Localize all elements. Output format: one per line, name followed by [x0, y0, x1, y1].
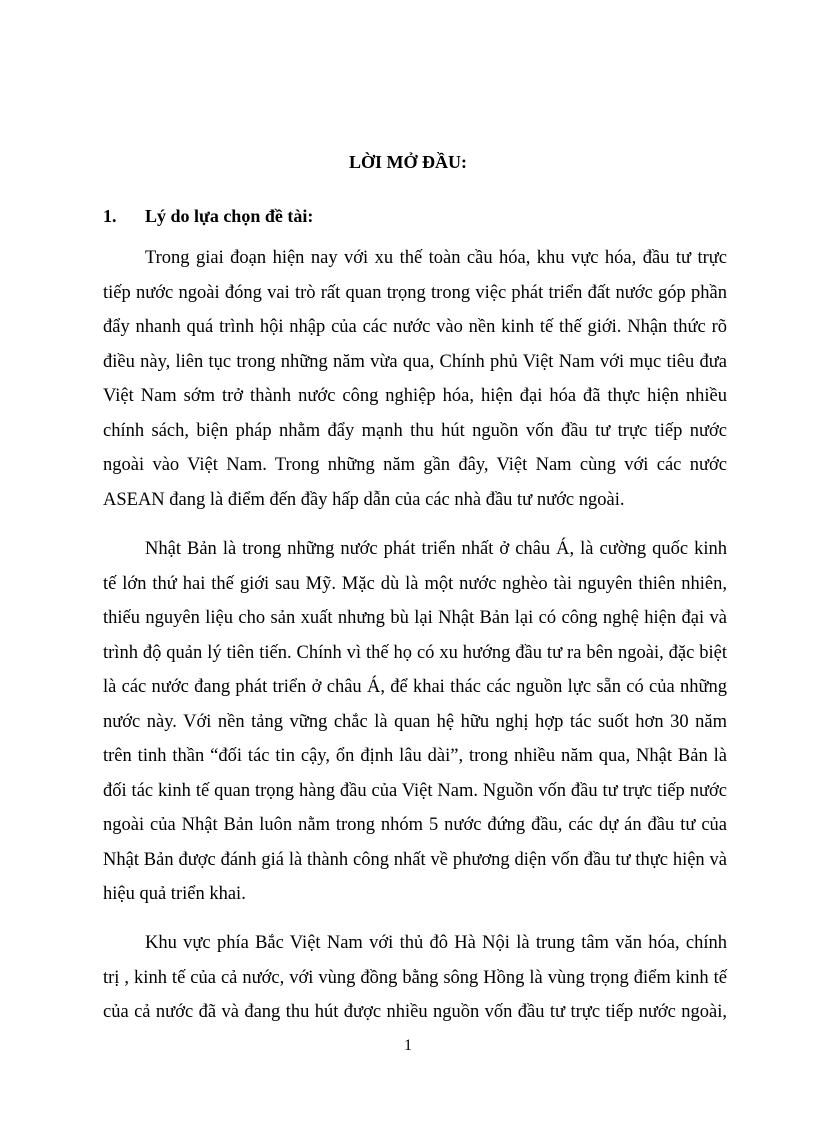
paragraph-line: Trong giai đoạn hiện nay với xu thế toàn cầu hóa, khu vực hóa, đầu tư trực: [145, 248, 727, 268]
paragraph-line: tế lớn thứ hai thế giới sau Mỹ. Mặc dù là một nước nghèo tài nguyên thiên nhiên,: [103, 573, 727, 594]
paragraph-line: Nhật Bản được đánh giá là thành công nhất về phương diện vốn đầu tư thực hiện và: [103, 849, 727, 870]
paragraph-line: nước này. Với nền tảng vững chắc là quan hệ hữu nghị hợp tác suốt hơn 30 năm: [103, 711, 727, 732]
paragraph-line: trị , kinh tế của cả nước, với vùng đồng bằng sông Hồng là vùng trọng điểm kinh tế: [103, 967, 727, 988]
section-number: 1.: [103, 206, 117, 226]
document-title: LỜI MỞ ĐẦU:: [349, 152, 467, 172]
paragraph-line: ngoài vào Việt Nam. Trong những năm gần đây, Việt Nam cùng với các nước: [103, 455, 727, 475]
paragraph-line: của cả nước đã và đang thu hút được nhiều nguồn vốn đầu tư trực tiếp nước ngoài,: [103, 1002, 727, 1022]
paragraph-3: [103, 926, 727, 1030]
paragraph-line: Khu vực phía Bắc Việt Nam với thủ đô Hà Nội là trung tâm văn hóa, chính: [145, 933, 727, 953]
paragraph-line: ngoài của Nhật Bản luôn nằm trong nhóm 5 nước đứng đầu, các dự án đầu tư của: [103, 815, 727, 835]
section-heading: [103, 204, 313, 228]
paragraph-line: trên tinh thần “đối tác tin cậy, ổn định lâu dài”, trong nhiều năm qua, Nhật Bản là: [103, 746, 727, 766]
page-number: 1: [404, 1037, 412, 1054]
paragraph-line: Nhật Bản là trong những nước phát triển nhất ở châu Á, là cường quốc kinh: [145, 539, 727, 559]
paragraph-line: trình độ quản lý tiên tiến. Chính vì thế họ có xu hướng đầu tư ra bên ngoài, đặc biệt: [103, 642, 727, 663]
paragraph-line: tiếp nước ngoài đóng vai trò rất quan trọng trong việc phát triển đất nước góp phần: [103, 282, 727, 303]
paragraph-line: đẩy nhanh quá trình hội nhập của các nước vào nền kinh tế thế giới. Nhận thức rõ: [103, 317, 727, 337]
paragraph-line: chính sách, biện pháp nhằm đẩy mạnh thu hút nguồn vốn đầu tư trực tiếp nước: [103, 420, 727, 441]
paragraph-line: điều này, liên tục trong những năm vừa qua, Chính phủ Việt Nam với mục tiêu đưa: [103, 351, 727, 372]
paragraph-line: thiếu nguyên liệu cho sản xuất nhưng bù lại Nhật Bản lại có công nghệ hiện đại và: [103, 608, 727, 628]
paragraph-line: Việt Nam sớm trở thành nước công nghiệp hóa, hiện đại hóa đã thực hiện nhiều: [103, 386, 727, 406]
paragraph-line: hiệu quả triển khai.: [103, 884, 246, 904]
paragraph-2: [103, 532, 727, 912]
section-heading-text: Lý do lựa chọn đề tài:: [145, 206, 314, 226]
paragraph-1: [103, 241, 727, 517]
paragraph-line: ASEAN đang là điểm đến đầy hấp dẫn của các nhà đầu tư nước ngoài.: [103, 489, 625, 510]
paragraph-line: là các nước đang phát triển ở châu Á, để khai thác các nguồn lực sẵn có của những: [103, 677, 727, 697]
paragraph-line: đối tác kinh tế quan trọng hàng đầu của Việt Nam. Nguồn vốn đầu tư trực tiếp nước: [103, 780, 727, 801]
